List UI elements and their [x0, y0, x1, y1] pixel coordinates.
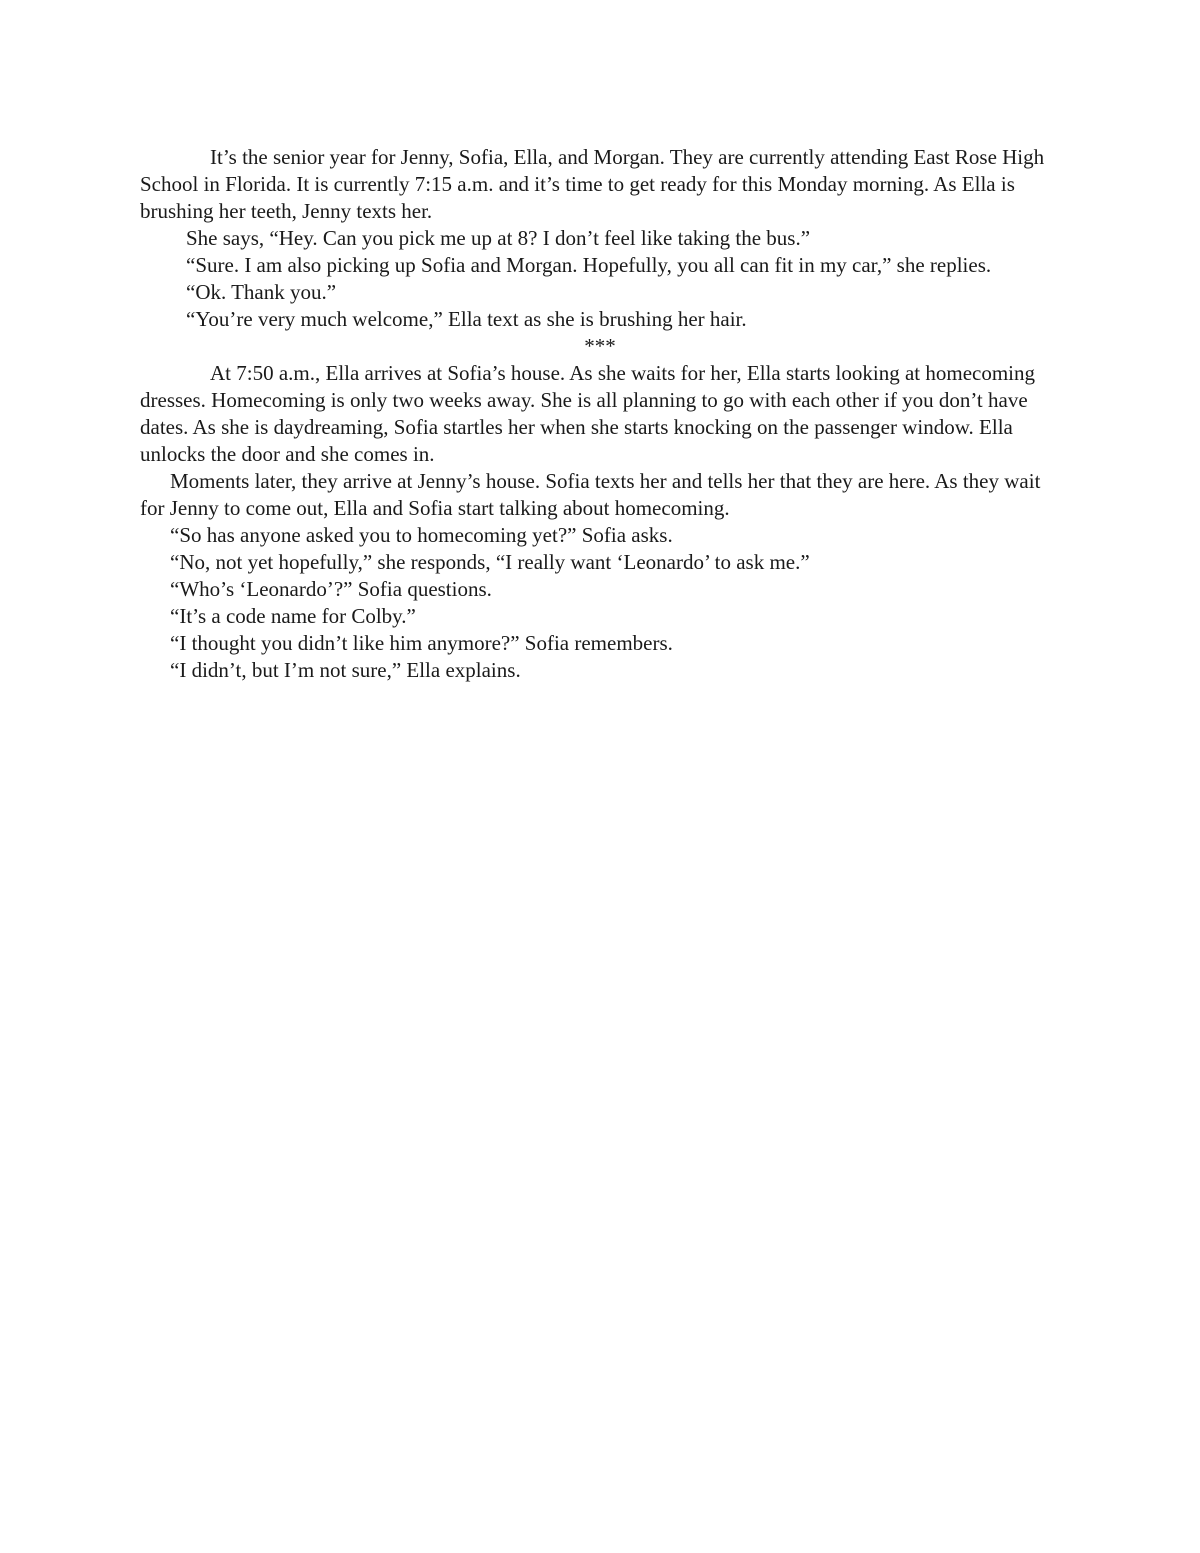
- paragraph-dialogue: “You’re very much welcome,” Ella text as she is brushing her hair.: [186, 307, 747, 331]
- paragraph-dialogue: “Ok. Thank you.”: [186, 280, 337, 304]
- paragraph-dialogue: “So has anyone asked you to homecoming yet?” Sofia asks.: [170, 523, 673, 547]
- paragraph-dialogue: “Who’s ‘Leonardo’?” Sofia questions.: [170, 577, 492, 601]
- paragraph-narrative: At 7:50 a.m., Ella arrives at Sofia’s house. As she waits for her, Ella starts looking at homecoming dresses. Homecoming is only two weeks away. She is all planning to go with each other if you don’t have dates. As she is daydreaming, Sofia startles her when she starts knocking on the passenger window. Ella unlocks the door and she comes in.: [140, 361, 1035, 466]
- paragraph-narrative: Moments later, they arrive at Jenny’s house. Sofia texts her and tells her that they are here. As they wait for Jenny to come out, Ella and Sofia start talking about homecoming.: [140, 469, 1041, 520]
- paragraph-intro: It’s the senior year for Jenny, Sofia, Ella, and Morgan. They are currently attending East Rose High School in Florida. It is currently 7:15 a.m. and it’s time to get ready for this Monday morning. As Ella is brushing her teeth, Jenny texts her.: [140, 145, 1045, 223]
- paragraph-dialogue: “No, not yet hopefully,” she responds, “I really want ‘Leonardo’ to ask me.”: [170, 550, 810, 574]
- paragraph-dialogue: “I didn’t, but I’m not sure,” Ella explains.: [170, 658, 521, 682]
- scene-break: ***: [584, 334, 616, 358]
- paragraph-dialogue: She says, “Hey. Can you pick me up at 8? I don’t feel like taking the bus.”: [186, 226, 811, 250]
- document-body: [140, 144, 1060, 684]
- paragraph-dialogue: “I thought you didn’t like him anymore?” Sofia remembers.: [170, 631, 673, 655]
- paragraph-dialogue: “It’s a code name for Colby.”: [170, 604, 416, 628]
- paragraph-dialogue: “Sure. I am also picking up Sofia and Morgan. Hopefully, you all can fit in my car,” she replies.: [186, 253, 992, 277]
